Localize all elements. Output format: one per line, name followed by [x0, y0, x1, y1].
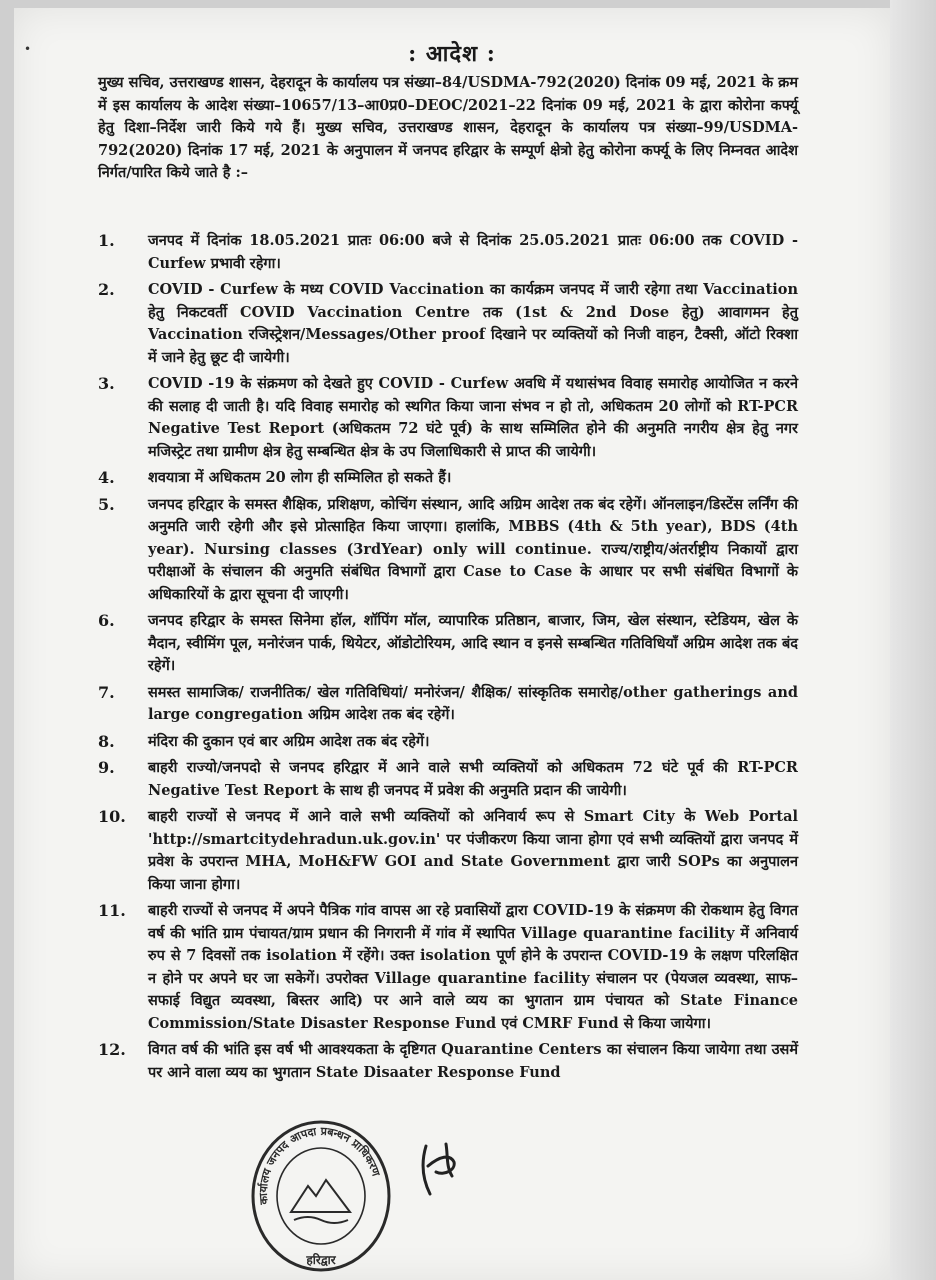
item-number: 8. [98, 731, 115, 751]
item-number: 7. [98, 682, 115, 702]
order-item [98, 494, 798, 607]
item-text: समस्त सामाजिक/ राजनीतिक/ खेल गतिविधियां/ मनोरंजन/ शैक्षिक/ सांस्कृतिक समारोह/other gatherings and large congregation अग्रिम आदेश तक बंद रहेगें। [148, 683, 798, 723]
order-item [98, 230, 798, 275]
order-item [98, 682, 798, 727]
item-number: 11. [98, 901, 126, 920]
mountain-emblem-icon [291, 1180, 350, 1212]
order-item [98, 900, 798, 1035]
item-text: जनपद में दिनांक 18.05.2021 प्रातः 06:00 बजे से दिनांक 25.05.2021 प्रातः 06:00 तक COVID - Curfew प्रभावी रहेगा। [148, 232, 798, 272]
item-text: बाहरी राज्यों से जनपद में आने वाले सभी व्यक्तियों को अनिवार्य रूप से Smart City के Web Portal 'http://smartcitydehradun.uk.gov.in' पर पंजीकरण किया जाना होगा एवं सभी व्यक्तियों द्वारा जनपद में प्रवेश के उपरान्त MHA, MoH&FW GOI and State Government द्वारा जारी SOPs का अनुपालन किया जाना होगा। [148, 808, 798, 893]
wave-emblem-icon [294, 1217, 348, 1223]
item-text: विगत वर्ष की भांति इस वर्ष भी आवश्यकता के दृष्टिगत Quarantine Centers का संचालन किया जायेगा तथा उसमें पर आने वाला व्यय का भुगतान State Disaater Response Fund [148, 1041, 798, 1081]
item-number: 12. [98, 1040, 126, 1059]
item-text: शवयात्रा में अधिकतम 20 लोग ही सम्मिलित हो सकते हैं। [148, 469, 452, 486]
item-number: 6. [98, 611, 115, 630]
document-page [14, 8, 890, 1280]
office-seal-stamp [246, 1114, 396, 1274]
item-text: मंदिरा की दुकान एवं बार अग्रिम आदेश तक बंद रहेगें। [148, 732, 430, 750]
item-number: 5. [98, 494, 115, 514]
order-item [98, 757, 798, 802]
item-number: 9. [98, 758, 115, 777]
item-text: जनपद हरिद्वार के समस्त सिनेमा हॉल, शॉपिंग मॉल, व्यापारिक प्रतिष्ठान, बाजार, जिम, खेल संस्थान, स्टेडियम, खेल के मैदान, स्वीमिंग पूल, मनोरंजन पार्क, थियेटर, ऑडोटोरियम, आदि स्थान व इनसे सम्बन्धित गतिविधियाँ अग्रिम आदेश तक बंद रहेगें। [148, 612, 798, 674]
order-introduction: मुख्य सचिव, उत्तराखण्ड शासन, देहरादून के कार्यालय पत्र संख्या–84/USDMA-792(2020) दिनांक 09 मई, 2021 के क्रम में इस कार्यालय के आदेश संख्या–10657/13–आ0प्र0–DEOC/2021–22 दिनांक 09 मई, 2021 के द्वारा कोरोना कर्फ्यू हेतु दिशा–निर्देश जारी किये गये हैं। मुख्य सचिव, उत्तराखण्ड शासन, देहरादून के कार्यालय पत्र संख्या–99/USDMA-792(2020) दिनांक 17 मई, 2021 के अनुपालन में जनपद हरिद्वार के सम्पूर्ण क्षेत्रो हेतु कोरोना कर्फ्यू के लिए निम्नवत आदेश निर्गत/पारित किये जाते है :– [98, 74, 798, 181]
item-text: जनपद हरिद्वार के समस्त शैक्षिक, प्रशिक्षण, कोचिंग संस्थान, आदि अग्रिम आदेश तक बंद रहेगें। ऑनलाइन/डिस्टेंस लर्निंग की अनुमति जारी रहेगी और इसे प्रोत्साहित किया जाएगा। हालांकि, MBBS (4th & 5th year), BDS (4th year). Nursing classes (3rdYear) only will continue. राज्य/राष्ट्रीय/अंतर्राष्ट्रीय निकायों द्वारा परीक्षाओं के संचालन की अनुमति संबंधित विभागों द्वारा Case to Case के आधार पर सभी संबंधित विभागों के अधिकारियों के द्वारा सूचना दी जाएगी। [148, 495, 798, 603]
item-text: COVID - Curfew के मध्य COVID Vaccination का कार्यक्रम जनपद में जारी रहेगा तथा Vaccination हेतु निकटवर्ती COVID Vaccination Centre तक (1st & 2nd Dose हेतु) आवागमन हेतु Vaccination रजिस्ट्रेशन/Messages/Other proof दिखाने पर व्यक्तियों को निजी वाहन, टैक्सी, ऑटो रिक्शा में जाने हेतु छूट दी जायेगी। [148, 281, 798, 366]
order-item [98, 610, 798, 678]
order-title: : आदेश : [408, 41, 496, 67]
order-item [98, 806, 798, 896]
item-number: 2. [98, 280, 115, 299]
item-number: 3. [98, 374, 115, 393]
item-text: बाहरी राज्यों से जनपद में अपने पैत्रिक गांव वापस आ रहे प्रवासियों द्वारा COVID-19 के संक्रमण की रोकथाम हेतु विगत वर्ष की भांति ग्राम पंचायत/ग्राम प्रधान की निगरानी में गांव में स्थापित Village quarantine facility में अनिवार्य रुप से 7 दिवसों तक isolation में रहेंगे। उक्त isolation पूर्ण होने के उपरान्त COVID-19 के लक्षण परिलक्षित न होने पर अपने घर जा सकेगें। उपरोक्त Village quarantine facility संचालन पर (पेयजल व्यवस्था, साफ–सफाई विद्युत व्यवस्था, बिस्तर आदि) पर आने वाले व्यय का भुगतान ग्राम पंचायत को State Finance Commission/State Disaster Response Fund एवं CMRF Fund से किया जायेगा। [148, 902, 798, 1032]
scan-margin [890, 0, 936, 1280]
order-items-list [98, 230, 798, 1088]
seal-bottom-text: हरिद्वार [306, 1253, 336, 1267]
scan-mark: • [24, 42, 32, 56]
order-item [98, 1039, 798, 1084]
item-number: 1. [98, 231, 115, 250]
order-item [98, 467, 798, 490]
handwritten-signature [406, 1136, 476, 1206]
item-text: COVID -19 के संक्रमण को देखते हुए COVID - Curfew अवधि में यथासंभव विवाह समारोह आयोजित न करने की सलाह दी जाती है। यदि विवाह समारोह को स्थगित किया जाना संभव न हो तो, अधिकतम 20 लोगों को RT-PCR Negative Test Report (अधिकतम 72 घंटे पूर्व) के साथ सम्मिलित होने की अनुमति नगरीय क्षेत्र हेतु नगर मजिस्ट्रेट तथा ग्रामीण क्षेत्र हेतु सम्बन्धित क्षेत्र के उप जिलाधिकारी से प्राप्त की जायेगी। [148, 375, 798, 460]
seal-arc-text: कार्यालय जनपद आपदा प्रबन्धन प्राधिकरण [256, 1124, 383, 1206]
item-text: बाहरी राज्यो/जनपदो से जनपद हरिद्वार में आने वाले सभी व्यक्तियों को अधिकतम 72 घंटे पूर्व की RT-PCR Negative Test Report के साथ ही जनपद में प्रवेश की अनुमति प्रदान की जायेगी। [148, 759, 798, 799]
item-number: 4. [98, 468, 115, 487]
item-number: 10. [98, 807, 126, 826]
order-item [98, 279, 798, 369]
order-item [98, 373, 798, 463]
order-item [98, 731, 798, 754]
